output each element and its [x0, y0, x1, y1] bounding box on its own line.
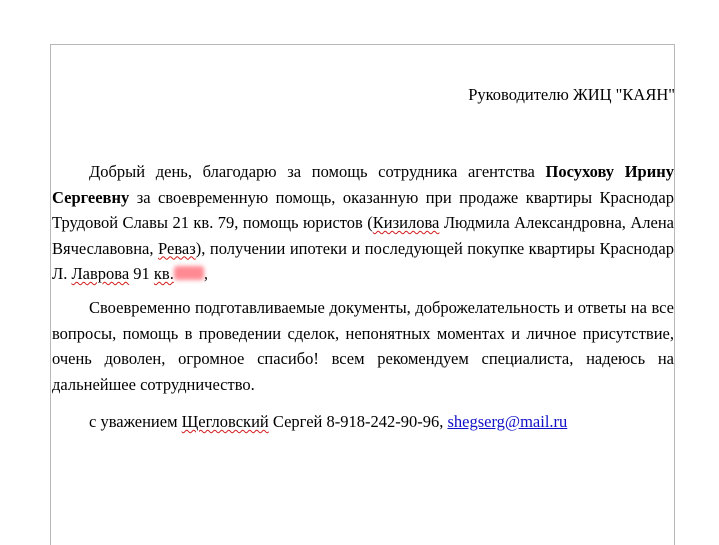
p1-text-d: ), получении ипотеки и последующей покупке квартиры Краснодар Л. [52, 238, 674, 283]
apartment-abbrev: кв. [153, 264, 174, 283]
author-surname: Щегловский [181, 412, 269, 431]
redacted-apartment-number [174, 266, 204, 280]
addressee-line: Руководителю ЖИЦ "КАЯН" [468, 85, 675, 104]
paragraph-thanks [52, 159, 674, 287]
lawyer-name-revaz: Реваз [158, 238, 196, 258]
p1-text-c: Людмила Александровна, Алена Вячеславовна, [52, 213, 674, 258]
p1-text-b: за своевременную помощь, оказанную при продаже квартиры Краснодар Трудовой Славы 21 кв. 79, помощь юристов ( [52, 187, 674, 232]
p1-text-a: Добрый день, благодарю за помощь сотрудника агентства [89, 162, 546, 181]
agent-name: Посухову Ирину Сергеевну [52, 162, 674, 207]
paragraph-signature [52, 409, 674, 435]
paragraph-feedback: Своевременно подготавливаемые документы, доброжелательность и ответы на все вопросы, помощь в проведении сделок, непонятных моментах и личное присутствие, очень доволен, огромное спасибо! всем рекомендуем специалиста, надеюсь на дальнейшее сотрудничество. [52, 298, 674, 394]
document-page [50, 44, 675, 545]
p3-text-b: Сергей 8-918-242-90-96, [268, 412, 448, 431]
p1-text-f: , [203, 264, 208, 283]
email-link[interactable]: shegserg@mail.ru [447, 412, 568, 431]
p3-text-a: с уважением [89, 412, 182, 431]
street-name: Лаврова [71, 264, 130, 283]
p1-text-e: 91 [129, 264, 154, 283]
lawyer-surname: Кизилова [372, 213, 440, 232]
